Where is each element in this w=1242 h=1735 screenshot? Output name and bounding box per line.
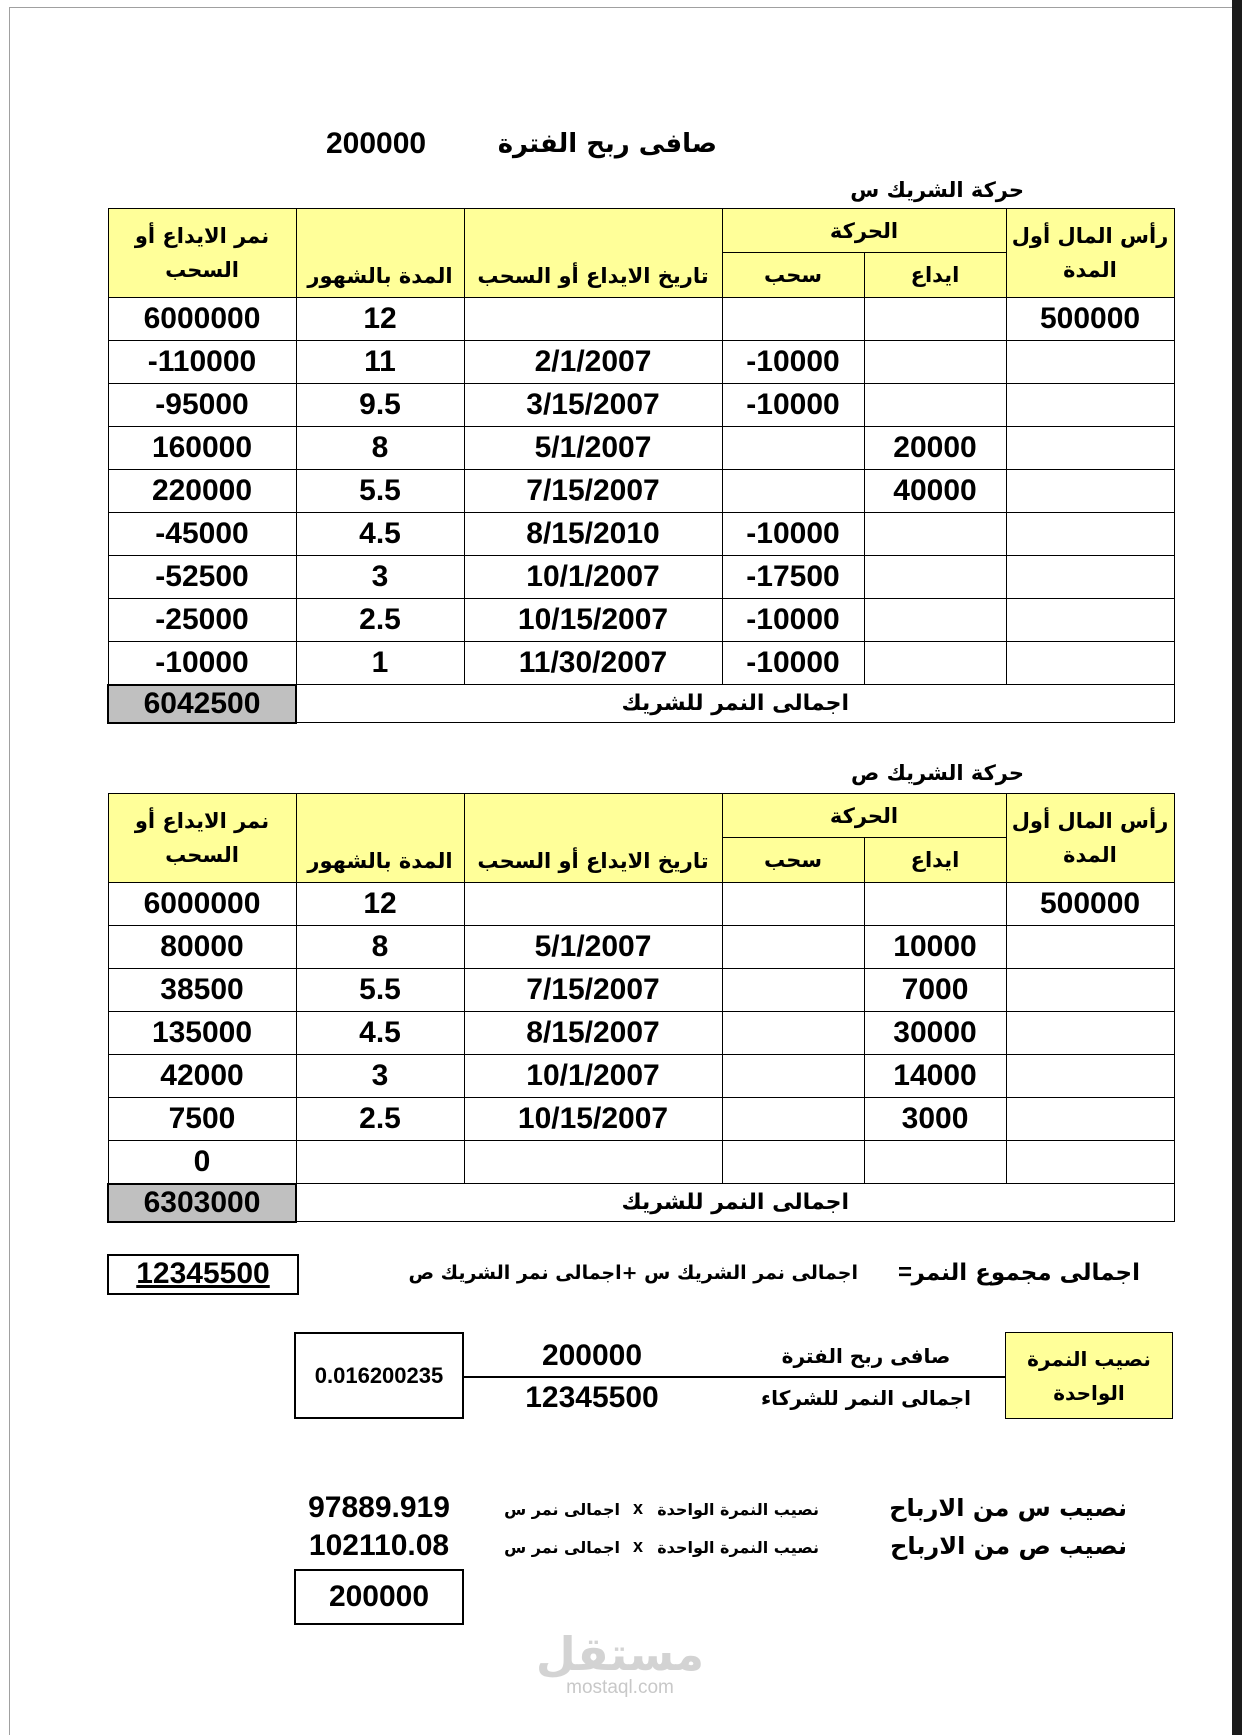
share-y-operator: x [632, 1536, 643, 1556]
months-cell: 2.5 [296, 599, 464, 642]
withdrawal-cell [722, 1055, 864, 1098]
table-row [108, 599, 1174, 642]
table-row [108, 556, 1174, 599]
withdrawal-cell [722, 1141, 864, 1184]
nomer-cell: 0 [108, 1141, 296, 1184]
date-cell: 10/1/2007 [464, 1055, 722, 1098]
table-row [108, 470, 1174, 513]
nomer-cell: -52500 [108, 556, 296, 599]
months-cell: 2.5 [296, 1098, 464, 1141]
capital-header-line2: المدة [1063, 843, 1117, 867]
deposit-cell [864, 1141, 1006, 1184]
page-frame-left [9, 7, 10, 1735]
months-cell: 8 [296, 427, 464, 470]
deposit-cell [864, 642, 1006, 685]
date-cell [464, 1141, 722, 1184]
partner-y-rows [108, 883, 1174, 1222]
deposit-cell [864, 556, 1006, 599]
capital-cell [1006, 599, 1174, 642]
withdrawal-cell [722, 883, 864, 926]
months-cell: 5.5 [296, 470, 464, 513]
numerator-value: 200000 [541, 1339, 643, 1372]
nomer-header-line2: السحب [165, 258, 239, 282]
grand-total-value: 12345500 [107, 1254, 299, 1295]
nomer-header [108, 794, 296, 883]
nomer-header [108, 209, 296, 298]
deposit-cell: 20000 [864, 427, 1006, 470]
capital-cell [1006, 1098, 1174, 1141]
withdrawal-cell: -10000 [722, 599, 864, 642]
table-row [108, 969, 1174, 1012]
partner-x-rows [108, 298, 1174, 723]
capital-cell [1006, 341, 1174, 384]
capital-header [1006, 794, 1174, 883]
months-cell [296, 1141, 464, 1184]
fraction-line [464, 1376, 1005, 1378]
withdrawal-cell [722, 470, 864, 513]
total-label: اجمالى النمر للشريك [296, 685, 1174, 723]
months-cell: 12 [296, 883, 464, 926]
deposit-cell [864, 384, 1006, 427]
months-cell: 3 [296, 556, 464, 599]
nomer-header-line2: السحب [165, 843, 239, 867]
date-cell: 10/15/2007 [464, 1098, 722, 1141]
capital-cell [1006, 1012, 1174, 1055]
window-edge [1232, 0, 1242, 1735]
date-cell: 5/1/2007 [464, 926, 722, 969]
unit-share-label [1005, 1332, 1173, 1419]
months-cell: 1 [296, 642, 464, 685]
capital-cell [1006, 969, 1174, 1012]
movement-header: الحركة [722, 209, 1006, 253]
unit-share-label-line1: نصيب النمرة [1027, 1346, 1151, 1371]
deposit-header: ايداع [864, 253, 1006, 298]
table-row [108, 1141, 1174, 1184]
table-row [108, 926, 1174, 969]
table-row [108, 1098, 1174, 1141]
table-row [108, 642, 1174, 685]
withdrawal-header: سحب [722, 253, 864, 298]
watermark-site: mostaql.com [566, 1677, 674, 1698]
withdrawal-cell: -10000 [722, 341, 864, 384]
months-header: المدة بالشهور [296, 794, 464, 883]
share-x-factor1: نصيب النمرة الواحدة [657, 1500, 819, 1519]
nomer-header-line1: نمر الايداع أو [134, 809, 270, 833]
header-row [108, 209, 1174, 253]
total-value: 6042500 [108, 685, 296, 723]
nomer-cell: 6000000 [108, 883, 296, 926]
months-cell: 4.5 [296, 513, 464, 556]
withdrawal-cell: -10000 [722, 513, 864, 556]
nomer-cell: -95000 [108, 384, 296, 427]
unit-share-label-line2: الواحدة [1053, 1380, 1125, 1405]
date-cell: 7/15/2007 [464, 470, 722, 513]
table-row [108, 883, 1174, 926]
total-row [108, 1184, 1174, 1222]
grand-total-label: اجمالى مجموع النمر [911, 1260, 1140, 1286]
share-x-operator: x [632, 1498, 643, 1518]
date-cell: 10/15/2007 [464, 599, 722, 642]
total-row [108, 685, 1174, 723]
months-cell: 12 [296, 298, 464, 341]
date-cell: 7/15/2007 [464, 969, 722, 1012]
withdrawal-header: سحب [722, 838, 864, 883]
deposit-cell [864, 298, 1006, 341]
nomer-cell: 7500 [108, 1098, 296, 1141]
date-cell: 3/15/2007 [464, 384, 722, 427]
header-row [108, 794, 1174, 838]
date-cell: 2/1/2007 [464, 341, 722, 384]
deposit-cell: 30000 [864, 1012, 1006, 1055]
nomer-cell: 80000 [108, 926, 296, 969]
table-row [108, 513, 1174, 556]
table-row [108, 427, 1174, 470]
capital-cell [1006, 556, 1174, 599]
withdrawal-cell [722, 298, 864, 341]
deposit-cell: 7000 [864, 969, 1006, 1012]
withdrawal-cell [722, 969, 864, 1012]
capital-cell: 500000 [1006, 298, 1174, 341]
table-row [108, 341, 1174, 384]
table-row [108, 1012, 1174, 1055]
months-cell: 5.5 [296, 969, 464, 1012]
deposit-cell [864, 513, 1006, 556]
equals-sign: = [897, 1259, 912, 1286]
share-y-label: نصيب ص من الارباح [890, 1532, 1127, 1560]
share-x-factor2: اجمالى نمر س [504, 1500, 620, 1519]
date-header: تاريخ الايداع أو السحب [464, 209, 722, 298]
date-cell: 8/15/2010 [464, 513, 722, 556]
withdrawal-cell: -10000 [722, 642, 864, 685]
grand-total-formula: اجمالى نمر الشريك س +اجمالى نمر الشريك ص [408, 1262, 858, 1284]
nomer-cell: 220000 [108, 470, 296, 513]
deposit-cell: 14000 [864, 1055, 1006, 1098]
table-row [108, 1055, 1174, 1098]
capital-cell [1006, 642, 1174, 685]
capital-cell [1006, 1141, 1174, 1184]
deposit-cell [864, 883, 1006, 926]
share-x-value: 97889.919 [308, 1491, 450, 1524]
nomer-cell: 42000 [108, 1055, 296, 1098]
nomer-header-line1: نمر الايداع أو [134, 224, 270, 248]
months-cell: 4.5 [296, 1012, 464, 1055]
date-cell [464, 298, 722, 341]
date-cell: 11/30/2007 [464, 642, 722, 685]
nomer-cell: -25000 [108, 599, 296, 642]
withdrawal-cell [722, 926, 864, 969]
denominator-label: اجمالى النمر للشركاء [760, 1386, 972, 1410]
nomer-cell: -110000 [108, 341, 296, 384]
nomer-cell: -10000 [108, 642, 296, 685]
date-cell: 5/1/2007 [464, 427, 722, 470]
partner-y-table [107, 793, 1175, 1223]
deposit-cell: 40000 [864, 470, 1006, 513]
months-cell: 8 [296, 926, 464, 969]
shares-total: 200000 [294, 1569, 464, 1625]
capital-header-line2: المدة [1063, 258, 1117, 282]
page-frame-top [9, 7, 1232, 8]
share-y-factor2: اجمالى نمر س [504, 1538, 620, 1557]
partner-y-title: حركة الشريك ص [851, 761, 1024, 785]
watermark-logo: مستقل [535, 1627, 705, 1681]
months-header: المدة بالشهور [296, 209, 464, 298]
nomer-cell: 135000 [108, 1012, 296, 1055]
share-y-factor1: نصيب النمرة الواحدة [657, 1538, 819, 1557]
capital-header-line1: رأس المال أول [1011, 809, 1169, 833]
capital-cell [1006, 384, 1174, 427]
numerator-label: صافى ربح الفترة [781, 1344, 951, 1368]
deposit-cell: 3000 [864, 1098, 1006, 1141]
share-x-label: نصيب س من الارباح [889, 1494, 1127, 1522]
capital-header [1006, 209, 1174, 298]
capital-cell [1006, 1055, 1174, 1098]
net-profit-label: صافى ربح الفترة [497, 129, 717, 159]
nomer-cell: 160000 [108, 427, 296, 470]
net-profit-value: 200000 [326, 127, 427, 160]
table-row [108, 384, 1174, 427]
nomer-cell: -45000 [108, 513, 296, 556]
withdrawal-cell [722, 1012, 864, 1055]
capital-cell [1006, 926, 1174, 969]
nomer-cell: 6000000 [108, 298, 296, 341]
date-cell: 10/1/2007 [464, 556, 722, 599]
date-header: تاريخ الايداع أو السحب [464, 794, 722, 883]
deposit-cell [864, 341, 1006, 384]
withdrawal-cell: -10000 [722, 384, 864, 427]
nomer-cell: 38500 [108, 969, 296, 1012]
date-cell: 8/15/2007 [464, 1012, 722, 1055]
date-cell [464, 883, 722, 926]
denominator-value: 12345500 [525, 1381, 659, 1414]
unit-share-result: 0.016200235 [294, 1332, 464, 1419]
withdrawal-cell [722, 1098, 864, 1141]
months-cell: 3 [296, 1055, 464, 1098]
withdrawal-cell: -17500 [722, 556, 864, 599]
total-label: اجمالى النمر للشريك [296, 1184, 1174, 1222]
movement-header: الحركة [722, 794, 1006, 838]
capital-cell [1006, 470, 1174, 513]
months-cell: 11 [296, 341, 464, 384]
deposit-cell: 10000 [864, 926, 1006, 969]
months-cell: 9.5 [296, 384, 464, 427]
deposit-cell [864, 599, 1006, 642]
deposit-header: ايداع [864, 838, 1006, 883]
table-row [108, 298, 1174, 341]
total-value: 6303000 [108, 1184, 296, 1222]
capital-header-line1: رأس المال أول [1011, 224, 1169, 248]
share-y-value: 102110.08 [308, 1529, 450, 1562]
withdrawal-cell [722, 427, 864, 470]
partner-x-table [107, 208, 1175, 724]
capital-cell [1006, 427, 1174, 470]
capital-cell: 500000 [1006, 883, 1174, 926]
partner-x-title: حركة الشريك س [850, 178, 1024, 202]
capital-cell [1006, 513, 1174, 556]
